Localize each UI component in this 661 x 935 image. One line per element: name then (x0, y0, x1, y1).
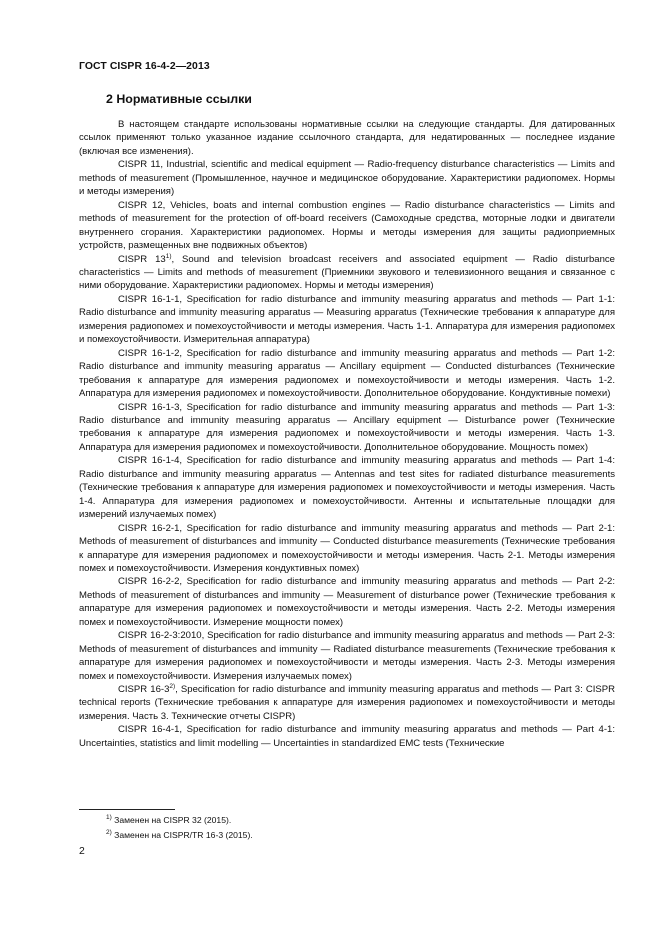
page-number: 2 (79, 846, 85, 857)
reference-cispr-12: CISPR 12, Vehicles, boats and internal combustion engines — Radio disturbance characteristics — Limits and methods of measurement for the protection of off-board receivers (Самоходные средства, моторные лодки и двигатели внутреннего сгорания. Характеристики радиопомех. Нормы и методы измерения для защиты радиоприемных устройств, размещенных вне подвижных объектов) (79, 199, 615, 252)
reference-cispr-11: CISPR 11, Industrial, scientific and medical equipment — Radio-frequency disturbance characteristics — Limits and methods of measurement (Промышленное, научное и медицинское оборудование. Характеристики радиопомех. Нормы и методы измерения) (79, 159, 615, 198)
document-header: ГОСТ CISPR 16-4-2—2013 (79, 61, 210, 72)
reference-cispr-16-1-4: CISPR 16-1-4, Specification for radio disturbance and immunity measuring apparatus and methods — Part 1-4: Radio disturbance and immunity measuring apparatus — Antennas and test sites for radiated disturbance measurements (Технические требования к аппаратуре для измерения радиопомех и помехоустойчивости и методы измерения. Часть 1-4. Аппаратура для измерения радиопомех и помехоустойчивости. Антенны и испытательные площадки для измерений излучаемых помех) (79, 455, 615, 521)
footnote-mark: 2) (169, 683, 176, 691)
footnote-1: $^{1)}$ Заменен на CISPR 32 (2015). (106, 814, 232, 825)
reference-cispr-13: CISPR 13$^{1)}$, Sound and television broadcast receivers and associated equipment — Radio disturbance characteristics — Limits and methods of measurement (Приемники звукового и телевизионного вещания и связанное с ними оборудование. Характеристики радиопомех. Нормы и методы измерения) (79, 252, 615, 292)
reference-cispr-16-1-2: CISPR 16-1-2, Specification for radio disturbance and immunity measuring apparatus and methods — Part 1-2: Radio disturbance and immunity measuring apparatus — Ancillary equipment — Conducted disturbances (Технические требования к аппаратуре для измерения радиопомех и помехоустойчивости и методы измерения. Часть 1-2. Аппаратура для измерения радиопомех и помехоустойчивости. Дополнительное оборудование. Кондуктивные помехи) (79, 347, 615, 400)
intro-paragraph: В настоящем стандарте использованы нормативные ссылки на следующие стандарты. Для датированных ссылок применяют только указанное издание ссылочного стандарта, для недатированных — последнее издание (включая все изменения). (79, 119, 615, 157)
footnotes (106, 813, 253, 842)
footnote-divider (79, 809, 175, 810)
reference-cispr-16-1-3: CISPR 16-1-3, Specification for radio disturbance and immunity measuring apparatus and methods — Part 1-3: Radio disturbance and immunity measuring apparatus — Ancillary equipment — Disturbance power (Технические требования к аппаратуре для измерения радиопомех и помехоустойчивости и методы измерения. Часть 1-3. Аппаратура для измерения радиопомех и помехоустойчивости. Дополнительное оборудование. Мощность помех) (79, 401, 615, 453)
reference-cispr-16-3: CISPR 16-3$^{2)}$, Specification for radio disturbance and immunity measuring apparatus and methods — Part 3: CISPR technical reports (Технические требования к аппаратуре для измерения радиопомех и помехоустойчивости и методы измерения. Часть 3. Технические отчеты CISPR) (79, 683, 615, 722)
footnote-2: $^{2)}$ Заменен на CISPR/TR 16-3 (2015). (106, 828, 253, 840)
reference-cispr-16-4-1: CISPR 16-4-1, Specification for radio disturbance and immunity measuring apparatus and methods — Part 4-1: Uncertainties, statistics and limit modelling — Uncertainties in standardized EMC tests (Технические (79, 724, 615, 749)
footnote-mark: 1) (165, 252, 172, 260)
reference-cispr-16-2-2: CISPR 16-2-2, Specification for radio disturbance and immunity measuring apparatus and methods — Part 2-2: Methods of measurement of disturbances and immunity — Measurement of disturbance power (Технические требования к аппаратуре для измерения радиопомех и помехоустойчивости и методы измерения. Часть 2-2. Методы измерения помех и помехоустойчивости. Измерение мощности помех) (79, 576, 615, 628)
section-title: 2 Нормативные ссылки (106, 92, 252, 106)
reference-cispr-16-1-1: CISPR 16-1-1, Specification for radio disturbance and immunity measuring apparatus and methods — Part 1-1: Radio disturbance and immunity measuring apparatus — Measuring apparatus (Технические требования к аппаратуре для измерения радиопомех и помехоустойчивости и методы измерения. Часть 1-1. Аппаратура для измерения радиопомех и помехоустойчивости. Измерительная аппаратура) (79, 293, 615, 346)
reference-cispr-16-2-1: CISPR 16-2-1, Specification for radio disturbance and immunity measuring apparatus and methods — Part 2-1: Methods of measurement of disturbances and immunity — Conducted disturbance measurements (Технические требования к аппаратуре для измерения радиопомех и помехоустойчивости и методы измерения. Часть 2-1. Методы измерения помех и помехоустойчивости. Измерения кондуктивных помех) (79, 522, 615, 574)
reference-cispr-16-2-3: CISPR 16-2-3:2010, Specification for radio disturbance and immunity measuring apparatus and methods — Part 2-3: Methods of measurement of disturbances and immunity — Radiated disturbance measurements (Технические требования к аппаратуре для измерения радиопомех и помехоустойчивости и методы измерения. Часть 2-3. Методы измерения помех и помехоустойчивости. Измерения излучаемых помех) (79, 630, 615, 682)
body-text (79, 118, 615, 750)
